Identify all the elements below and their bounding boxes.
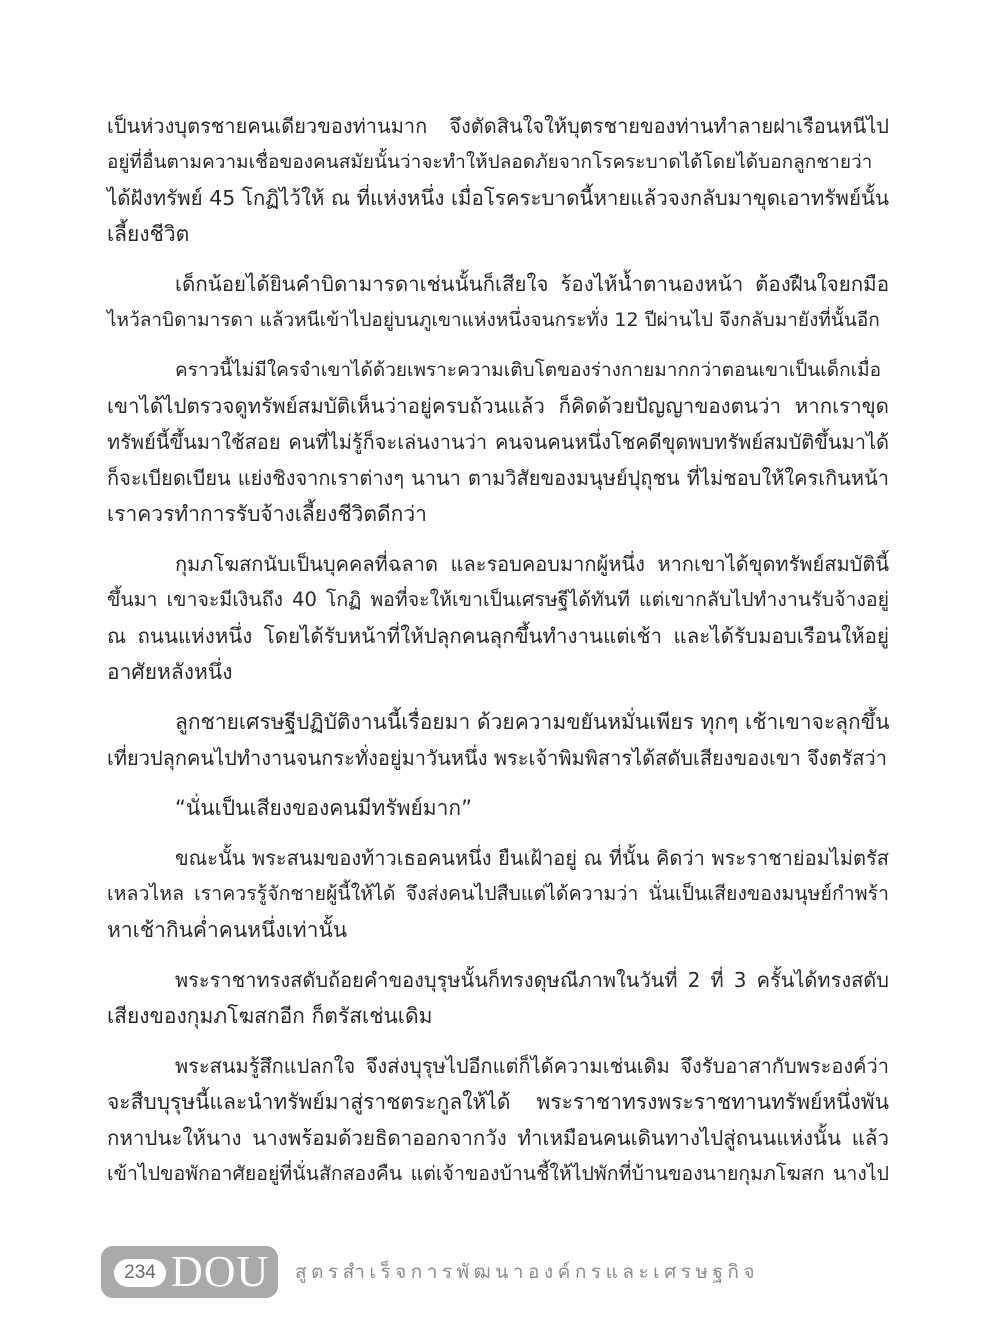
text-line: คราวนี้ไม่มีใครจำเขาได้ด้วยเพราะความเติบโตของร่างกายมากกว่าตอนเขาเป็นเด็กเมื่อ xyxy=(175,359,882,381)
text-line: เสียงของกุมภโฆสกอีก ก็ตรัสเช่นเดิม xyxy=(107,1004,433,1028)
quote-line: “นั่นเป็นเสียงของคนมีทรัพย์มาก” xyxy=(175,796,472,820)
paragraph-5 xyxy=(107,704,889,776)
text-line: ลูกชายเศรษฐีปฏิบัติงานนี้เรื่อยมา ด้วยความขยันหมั่นเพียร ทุกๆ เช้าเขาจะลุกขึ้น xyxy=(175,710,890,734)
text-line: กุมภโฆสกนับเป็นบุคคลที่ฉลาด และรอบคอบมากผู้หนึ่ง หากเขาได้ขุดทรัพย์สมบัตินี้ xyxy=(175,552,889,576)
text-line: เที่ยวปลุกคนไปทำงานจนกระทั่งอยู่มาวันหนึ่ง พระเจ้าพิมพิสารได้สดับเสียงของเขา จึงตรัสว่า xyxy=(107,746,887,770)
paragraph-9 xyxy=(107,1048,889,1192)
body-text xyxy=(107,108,889,1192)
paragraph-1 xyxy=(107,108,889,252)
text-line: ได้ฝังทรัพย์ 45 โกฏิไว้ให้ ณ ที่แห่งหนึ่ง เมื่อโรคระบาดนี้หายแล้วจงกลับมาขุดเอาทรัพย์นั้น xyxy=(107,186,889,210)
text-line: พระราชาทรงสดับถ้อยคำของบุรุษนั้นก็ทรงดุษณีภาพในวันที่ 2 ที่ 3 ครั้นได้ทรงสดับ xyxy=(175,968,889,992)
text-line: เป็นห่วงบุตรชายคนเดียวของท่านมาก จึงตัดสินใจให้บุตรชายของท่านทำลายฝาเรือนหนีไป xyxy=(107,114,889,138)
footer-badge xyxy=(101,1246,278,1298)
text-line: กหาปนะให้นาง นางพร้อมด้วยธิดาออกจากวัง ทำเหมือนคนเดินทางไปสู่ถนนแห่งนั้น แล้ว xyxy=(107,1126,889,1150)
paragraph-4 xyxy=(107,546,889,690)
text-line: เลี้ยงชีวิต xyxy=(107,222,190,246)
text-line: ณ ถนนแห่งหนึ่ง โดยได้รับหน้าที่ให้ปลุกคนลุกขึ้นทำงานแต่เช้า และได้รับมอบเรือนให้อยู่ xyxy=(107,624,889,648)
paragraph-2 xyxy=(107,266,889,338)
text-line: อาศัยหลังหนึ่ง xyxy=(107,660,233,684)
dou-logo: DOU xyxy=(171,1247,270,1296)
text-line: พระสนมรู้สึกแปลกใจ จึงส่งบุรุษไปอีกแต่ก็ได้ความเช่นเดิม จึงรับอาสากับพระองค์ว่า xyxy=(175,1054,889,1078)
text-line: ทรัพย์นี้ขึ้นมาใช้สอย คนที่ไม่รู้ก็จะเล่นงานว่า คนจนคนหนึ่งโชคดีขุดพบทรัพย์สมบัติขึ้นมาได้ xyxy=(107,430,889,454)
text-line: เราควรทำการรับจ้างเลี้ยงชีวิตดีกว่า xyxy=(107,502,427,526)
page-number: 234 xyxy=(114,1259,166,1287)
text-line: ขึ้นมา เขาจะมีเงินถึง 40 โกฏิ พอที่จะให้เขาเป็นเศรษฐีได้ทันที แต่เขากลับไปทำงานรับจ้างอยู่ xyxy=(107,588,889,611)
text-line: จะสืบบุรุษนี้และนำทรัพย์มาสู่ราชตระกูลให้ได้ พระราชาทรงพระราชทานทรัพย์หนึ่งพัน xyxy=(107,1090,889,1114)
text-line: เด็กน้อยได้ยินคำบิดามารดาเช่นนั้นก็เสียใจ ร้องไห้น้ำตานองหน้า ต้องฝืนใจยกมือ xyxy=(175,272,889,296)
text-line: ไหว้ลาบิดามารดา แล้วหนีเข้าไปอยู่บนภูเขาแห่งหนึ่งจนกระทั่ง 12 ปีผ่านไป จึงกลับมายังที่นั้นอีก xyxy=(107,309,880,331)
paragraph-3 xyxy=(107,352,889,532)
page-footer xyxy=(101,1246,901,1298)
paragraph-7 xyxy=(107,840,889,948)
text-line: ขณะนั้น พระสนมของท้าวเธอคนหนึ่ง ยืนเฝ้าอยู่ ณ ที่นั้น คิดว่า พระราชาย่อมไม่ตรัส xyxy=(175,846,889,870)
text-line: หาเช้ากินค่ำคนหนึ่งเท่านั้น xyxy=(107,918,348,942)
text-line: ก็จะเบียดเบียน แย่งชิงจากเราต่างๆ นานา ตามวิสัยของมนุษย์ปุถุชน ที่ไม่ชอบให้ใครเกินหน้า xyxy=(107,466,889,490)
text-line: อยู่ที่อื่นตามความเชื่อของคนสมัยนั้นว่าจะทำให้ปลอดภัยจากโรคระบาดได้โดยได้บอกลูกชายว่า xyxy=(107,151,873,173)
text-line: เขาได้ไปตรวจดูทรัพย์สมบัติเห็นว่าอยู่ครบถ้วนแล้ว ก็คิดด้วยปัญญาของตนว่า หากเราขุด xyxy=(107,394,889,418)
paragraph-8 xyxy=(107,962,889,1034)
text-line: เหลวไหล เราควรรู้จักชายผู้นี้ให้ได้ จึงส่งคนไปสืบแต่ได้ความว่า นั่นเป็นเสียงของมนุษย์กำพร้า xyxy=(107,882,889,905)
course-title: สูตรสำเร็จการพัฒนาองค์กรและเศรษฐกิจ xyxy=(295,1261,760,1283)
text-line: เข้าไปขอพักอาศัยอยู่ที่นั่นสักสองคืน แต่เจ้าของบ้านชี้ให้ไปพักที่บ้านของนายกุมภโฆสก นางไป xyxy=(107,1162,889,1185)
paragraph-6-quote xyxy=(107,790,889,826)
